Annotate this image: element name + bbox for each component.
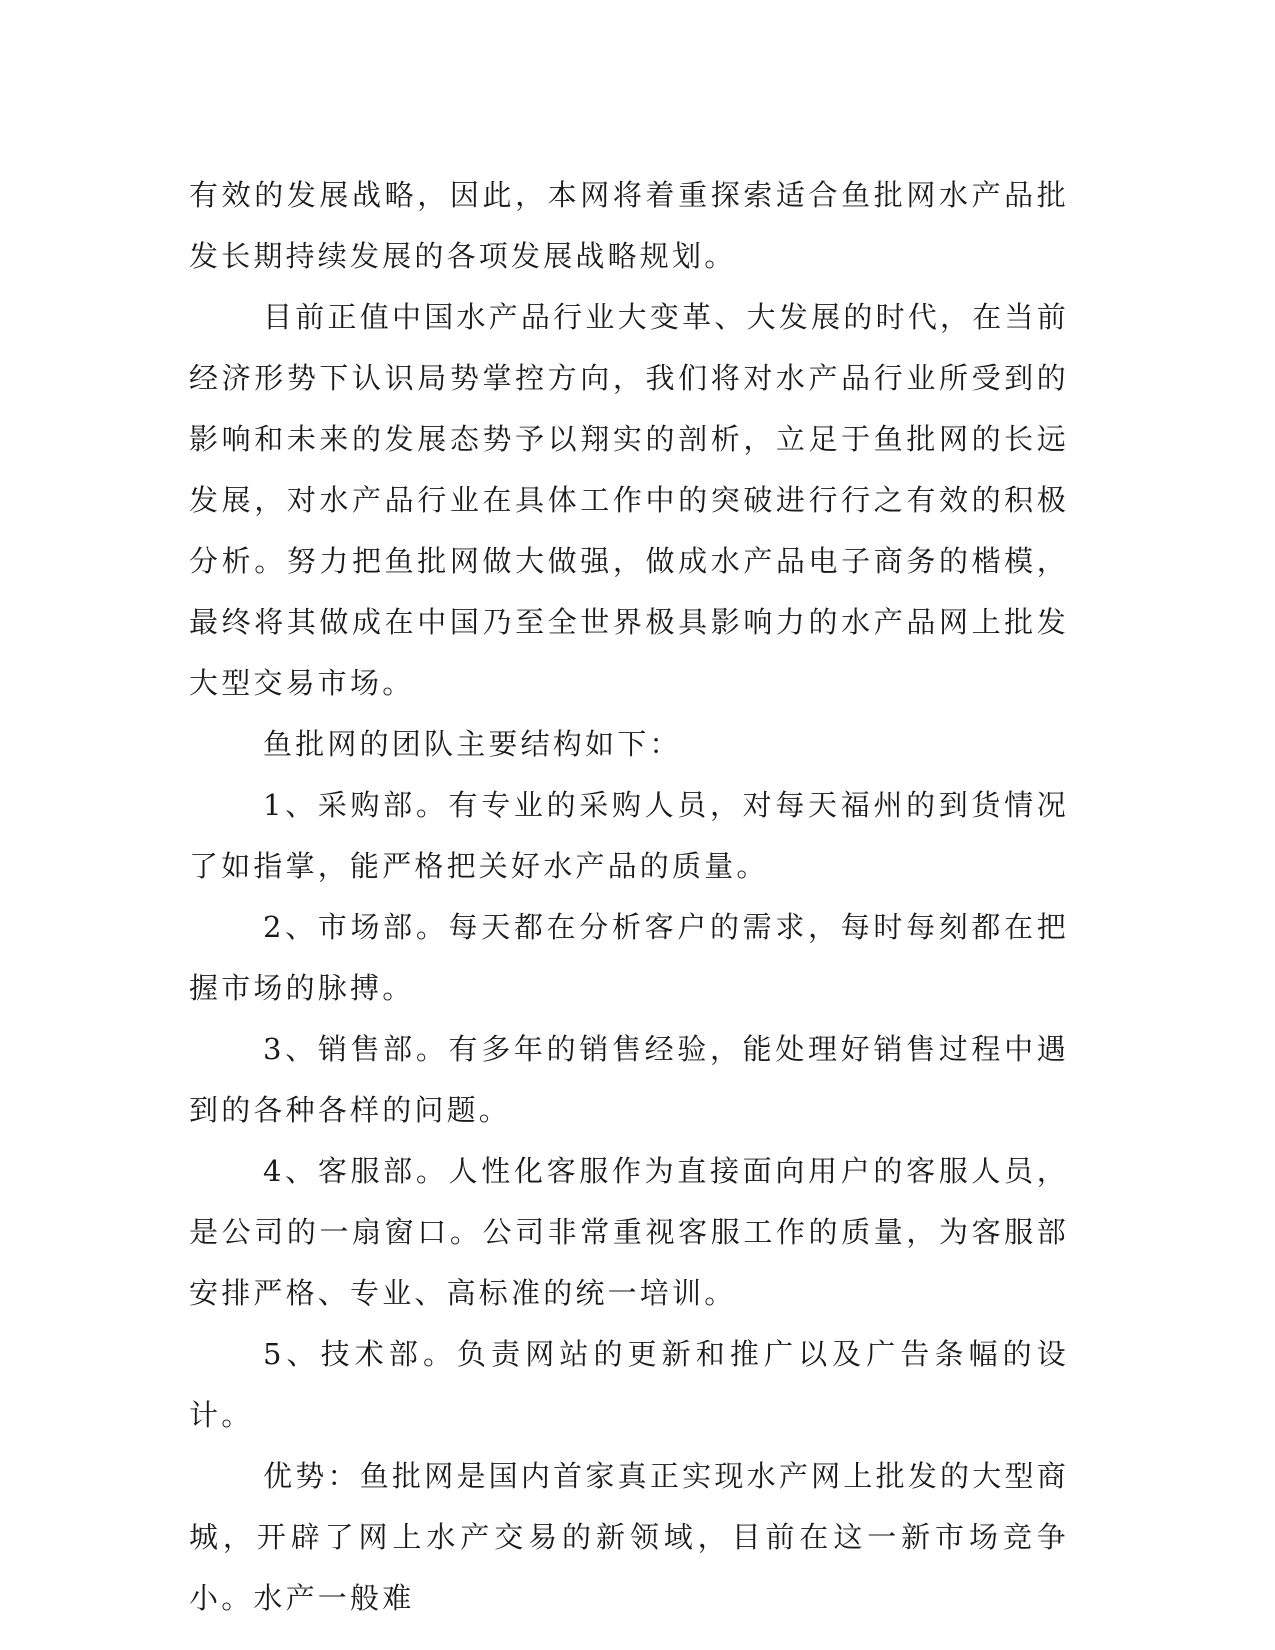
body-text	[189, 165, 1069, 1629]
paragraph-team-intro: 鱼批网的团队主要结构如下：	[263, 727, 682, 761]
paragraph-sales-dept: 3、销售部。有多年的销售经验，能处理好销售过程中遇到的各种各样的问题。	[189, 1032, 1069, 1127]
paragraph-tech-dept: 5、技术部。负责网站的更新和推广以及广告条幅的设计。	[189, 1337, 1069, 1432]
paragraph-industry-outlook: 目前正值中国水产品行业大变革、大发展的时代，在当前经济形势下认识局势掌控方向，我们将对水产品行业所受到的影响和未来的发展态势予以翔实的剖析，立足于鱼批网的长远发展，对水产品行业在具体工作中的突破进行行之有效的积极分析。努力把鱼批网做大做强，做成水产品电子商务的楷模，最终将其做成在中国乃至全世界极具影响力的水产品网上批发大型交易市场。	[189, 300, 1069, 700]
paragraph-marketing-dept: 2、市场部。每天都在分析客户的需求，每时每刻都在把握市场的脉搏。	[189, 910, 1069, 1005]
paragraph-purchasing-dept: 1、采购部。有专业的采购人员，对每天福州的到货情况了如指掌，能严格把关好水产品的质量。	[189, 788, 1069, 883]
paragraph-advantages: 优势：鱼批网是国内首家真正实现水产网上批发的大型商城，开辟了网上水产交易的新领域，目前在这一新市场竞争小。水产一般难	[189, 1459, 1069, 1615]
paragraph-customer-service-dept: 4、客服部。人性化客服作为直接面向用户的客服人员，是公司的一扇窗口。公司非常重视客服工作的质量，为客服部安排严格、专业、高标准的统一培训。	[189, 1154, 1069, 1310]
paragraph-strategy-continuation: 有效的发展战略，因此，本网将着重探索适合鱼批网水产品批发长期持续发展的各项发展战略规划。	[189, 178, 1069, 273]
